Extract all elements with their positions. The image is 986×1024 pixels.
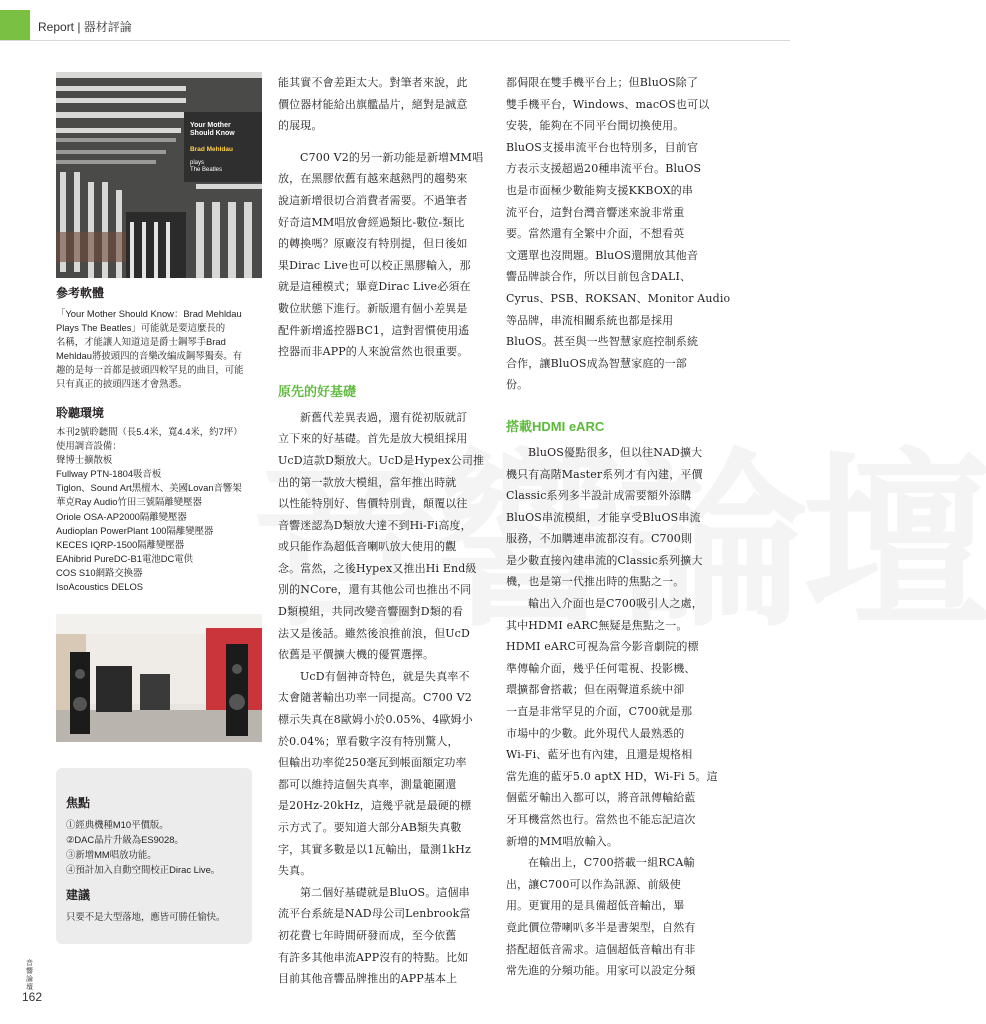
text-line: 別的NCore，還有其他公司也推出不同 <box>278 583 472 597</box>
text-line: Classic系列多半設計成需要額外添購 <box>506 489 692 503</box>
page-header <box>0 0 790 41</box>
listening-environment <box>56 404 262 594</box>
text-line: 太會隨著輸出功率一同提高。C700 V2 <box>278 691 472 705</box>
text-line: UcD這款D類放大。UcD是Hypex公司推 <box>278 453 485 467</box>
text-line: 機，也是第一代推出時的焦點之一。 <box>506 575 685 589</box>
environment-line: 華克Ray Audio竹田三號隔離變壓器 <box>56 496 202 508</box>
text-line: 的展現。 <box>278 119 323 133</box>
text-line: D類模組，共同改變音響圈對D類的看 <box>278 605 464 619</box>
text-line: 文選單也沒問題。BluOS還開放其他音 <box>506 248 699 262</box>
text-line: 常先進的分頻功能。用家可以設定分頻 <box>506 964 696 978</box>
advice-section <box>66 886 246 924</box>
text-line: 初花費七年時間研發而成，至今依舊 <box>278 928 457 942</box>
text-line: 流平台系統是NAD母公司Lenbrook當 <box>278 907 471 921</box>
text-line: 果Dirac Live也可以校正黑膠輸入，那 <box>278 258 471 272</box>
environment-line: Tiglon、Sound Art黑檀木、美國Lovan音響架 <box>56 482 242 494</box>
text-line: 的轉換嗎？原廠沒有特別提，但日後如 <box>278 237 468 251</box>
text-line: 放，在黑膠依舊有越來越熱門的趨勢來 <box>278 172 468 186</box>
text-line: 準傳輸介面，幾乎任何電視、投影機、 <box>506 661 696 675</box>
text-line: 響品牌談合作，所以目前包含DALI、 <box>506 270 692 284</box>
focus-item: ①經典機種M10平價版。 <box>66 819 169 830</box>
focus-item: ③新增MM唱放功能。 <box>66 849 157 860</box>
text-line: BluOS。甚至與一些智慧家庭控制系統 <box>506 335 699 349</box>
text-line: 標示失真在8歐姆小於0.05%、4歐姆小 <box>278 713 473 727</box>
text-line: 以性能特別好、售價特別貴，顛覆以往 <box>278 497 468 511</box>
text-line: 好奇這MM唱放會經過類比-數位-類比 <box>278 215 465 229</box>
text-line: 要。當然還有全繁中介面，不想看英 <box>506 227 685 241</box>
text-line: 數位狀態下進行。新版還有個小差異是 <box>278 301 468 315</box>
environment-line: Oriole OSA-AP2000隔離變壓器 <box>56 510 187 522</box>
text-line: 於0.04%；單看數字沒有特別驚人， <box>278 734 459 748</box>
text-line: 環擴都會搭載；但在兩聲道系統中卻 <box>506 683 685 697</box>
article-column-1 <box>278 72 485 990</box>
focus-section <box>66 794 246 877</box>
focus-item: ④預計加入自動空間校正Dirac Live。 <box>66 864 221 875</box>
text-line: C700 V2的另一新功能是新增MM唱 <box>300 150 484 164</box>
text-line: 控器而非APP的人來說當然也很重要。 <box>278 345 469 359</box>
album-subtitle: plays The Beatles <box>190 160 223 173</box>
environment-line: EAhibrid PureDC-B1電池DC電供 <box>56 552 194 564</box>
text-line: 用。更實用的是具備超低音輸出，畢 <box>506 899 685 913</box>
section-heading: 原先的好基礎 <box>278 383 357 399</box>
environment-line: Fullway PTN-1804吸音板 <box>56 468 162 480</box>
text-line: 個藍牙輸出入都可以，將音訊傳輸給藍 <box>506 791 696 805</box>
text-line: 流平台，這對台灣音響迷來說非常重 <box>506 205 685 219</box>
reference-software <box>56 284 262 391</box>
text-line: 出，讓C700可以作為訊源、前級使 <box>506 877 681 891</box>
text-line: 是少數直接內建串流的Classic系列擴大 <box>506 553 703 567</box>
focus-heading: 焦點 <box>66 796 91 810</box>
text-line: 有許多其他串流APP沒有的特點。比如 <box>278 950 469 964</box>
reference-line: Mehldau將披頭四的音樂改編成鋼琴獨奏。有 <box>56 350 242 361</box>
text-line: 竟此價位帶喇叭多半是書架型，自然有 <box>506 920 696 934</box>
section-label: Report | 器材評論 <box>38 20 132 34</box>
environment-line: Audioplan PowerPlant 100隔離變壓器 <box>56 524 214 536</box>
text-line: 也是市面極少數能夠支援KKBOX的串 <box>506 183 694 197</box>
album-title: Your Mother Should Know <box>190 122 235 137</box>
focus-item: ②DAC晶片升級為ES9028。 <box>66 834 184 845</box>
room-illustration <box>56 614 262 742</box>
text-line: 示方式了。要知道大部分AB類失真數 <box>278 821 462 834</box>
text-line: 依舊是平價擴大機的優質選擇。 <box>278 648 435 662</box>
text-line: 都侷限在雙手機平台上；但BluOS除了 <box>506 76 699 89</box>
text-line: 配件新增遙控器BC1，這對習慣使用遙 <box>278 323 470 337</box>
text-line: Wi-Fi、藍牙也有內建，且還是規格相 <box>506 748 693 762</box>
magazine-name: 音響論壇 <box>26 960 33 991</box>
text-line: 字，其實多數是以1瓦輸出，量測1kHz <box>278 842 471 856</box>
text-line: UcD有個神奇特色，就是失真率不 <box>300 669 470 683</box>
focus-box <box>56 768 252 944</box>
album-art-stripes <box>56 72 262 278</box>
text-line: 都可以維持這個失真率，測量範圍還 <box>278 777 457 791</box>
environment-heading: 聆聽環境 <box>56 406 105 420</box>
reference-line: 只有真正的披頭四迷才會熟悉。 <box>56 378 188 389</box>
listening-room-photo <box>56 614 262 742</box>
section-heading: 搭載HDMI eARC <box>506 418 605 434</box>
environment-line: 使用調音設備： <box>56 440 122 452</box>
text-line: 等品牌，串流相關系統也都是採用 <box>506 313 674 327</box>
environment-line: COS S10網路交換器 <box>56 566 143 578</box>
text-line: BluOS支援串流平台也特別多，目前官 <box>506 140 699 154</box>
reference-line: 「Your Mother Should Know：Brad Mehldau <box>56 308 242 319</box>
text-line: Cyrus、PSB、ROKSAN、Monitor Audio <box>506 291 731 305</box>
text-line: 在輸出上，C700搭載一組RCA輸 <box>528 856 695 870</box>
text-line: BluOS串流模組，才能享受BluOS串流 <box>506 510 701 524</box>
text-line: 法又是後話。雖然後浪推前浪，但UcD <box>278 626 470 640</box>
reference-line: 名稱，才能讓人知道這是爵士鋼琴手Brad <box>56 336 226 347</box>
text-line: 服務，不加購連串流都沒有。C700則 <box>506 532 693 546</box>
album-cover <box>56 72 262 278</box>
text-line: 出的第一款放大模組，當年推出時就 <box>278 475 457 489</box>
text-line: 搭配超低音需求。這個超低音輸出有非 <box>506 942 696 956</box>
section-color-tab <box>0 10 30 40</box>
text-line: 是20Hz-20kHz，這幾乎就是最硬的標 <box>278 799 472 813</box>
article-column-2 <box>506 72 731 982</box>
environment-line: 聲博士擴散板 <box>56 454 113 466</box>
environment-line: 本刊2號聆聽間（長5.4米，寬4.4米，約7坪） <box>56 426 243 437</box>
advice-text: 只要不是大型落地，應皆可勝任愉快。 <box>66 911 226 922</box>
text-line: 音響迷認為D類放大達不到Hi-Fi高度， <box>278 518 472 532</box>
reference-line: 趣的是每一首都是披頭四較罕見的曲目，可能 <box>56 364 244 375</box>
text-line: 當先進的藍牙5.0 aptX HD，Wi-Fi 5。這 <box>506 769 718 783</box>
text-line: 或只能作為超低音喇叭放大使用的觀 <box>278 540 457 554</box>
environment-line: IsoAcoustics DELOS <box>56 581 144 593</box>
text-line: 牙耳機當然也行。當然也不能忘記這次 <box>506 813 696 826</box>
text-line: 方表示支援超過20種串流平台。BluOS <box>506 162 702 176</box>
text-line: 市場中的少數。此外現代人最熟悉的 <box>506 726 685 740</box>
text-line: 一直是非常罕見的介面，C700就是那 <box>506 705 693 719</box>
text-line: 說這新增很切合消費者需要。不過筆者 <box>278 193 468 207</box>
text-line: 能其實不會差距太大。對筆者來說，此 <box>278 76 468 89</box>
environment-line: KECES IQRP-1500隔離變壓器 <box>56 538 185 550</box>
reference-line: Plays The Beatles」可能就是要這麼長的 <box>56 322 226 333</box>
text-line: 輸出入介面也是C700吸引人之處， <box>528 597 703 611</box>
reference-heading: 參考軟體 <box>56 286 105 300</box>
text-line: 新舊代差異表過，還有從初版就訂 <box>300 410 468 424</box>
album-artist: Brad Mehldau <box>190 146 233 153</box>
text-line: 目前其他音響品牌推出的APP基本上 <box>278 972 458 986</box>
text-line: 念。當然，之後Hypex又推出Hi End級 <box>278 561 477 575</box>
text-line: 但輸出功率從250毫瓦到帳面額定功率 <box>278 756 467 770</box>
text-line: 雙手機平台，Windows、macOS也可以 <box>506 97 710 111</box>
text-line: 第二個好基礎就是BluOS。這個串 <box>300 885 470 899</box>
text-line: 新增的MM唱放輸入。 <box>506 834 619 848</box>
text-line: 份。 <box>506 378 529 392</box>
text-line: 機只有高階Master系列才有內建，平價 <box>506 467 703 481</box>
text-line: BluOS優點很多，但以往NAD擴大 <box>528 445 703 459</box>
text-line: 價位器材能給出旗艦晶片，絕對是誠意 <box>278 97 468 111</box>
text-line: 其中HDMI eARC無疑是焦點之一。 <box>506 618 688 632</box>
text-line: 合作，讓BluOS成為智慧家庭的一部 <box>506 356 687 370</box>
text-line: 立下來的好基礎。首先是放大模組採用 <box>278 432 468 446</box>
text-line: 就是這種模式；畢竟Dirac Live必須在 <box>278 280 471 294</box>
page-number: 162 <box>22 990 43 1004</box>
text-line: HDMI eARC可視為當今影音劇院的標 <box>506 640 699 654</box>
text-line: 安裝，能夠在不同平台間切換使用。 <box>506 119 685 133</box>
text-line: 失真。 <box>278 864 312 878</box>
advice-heading: 建議 <box>66 888 91 902</box>
